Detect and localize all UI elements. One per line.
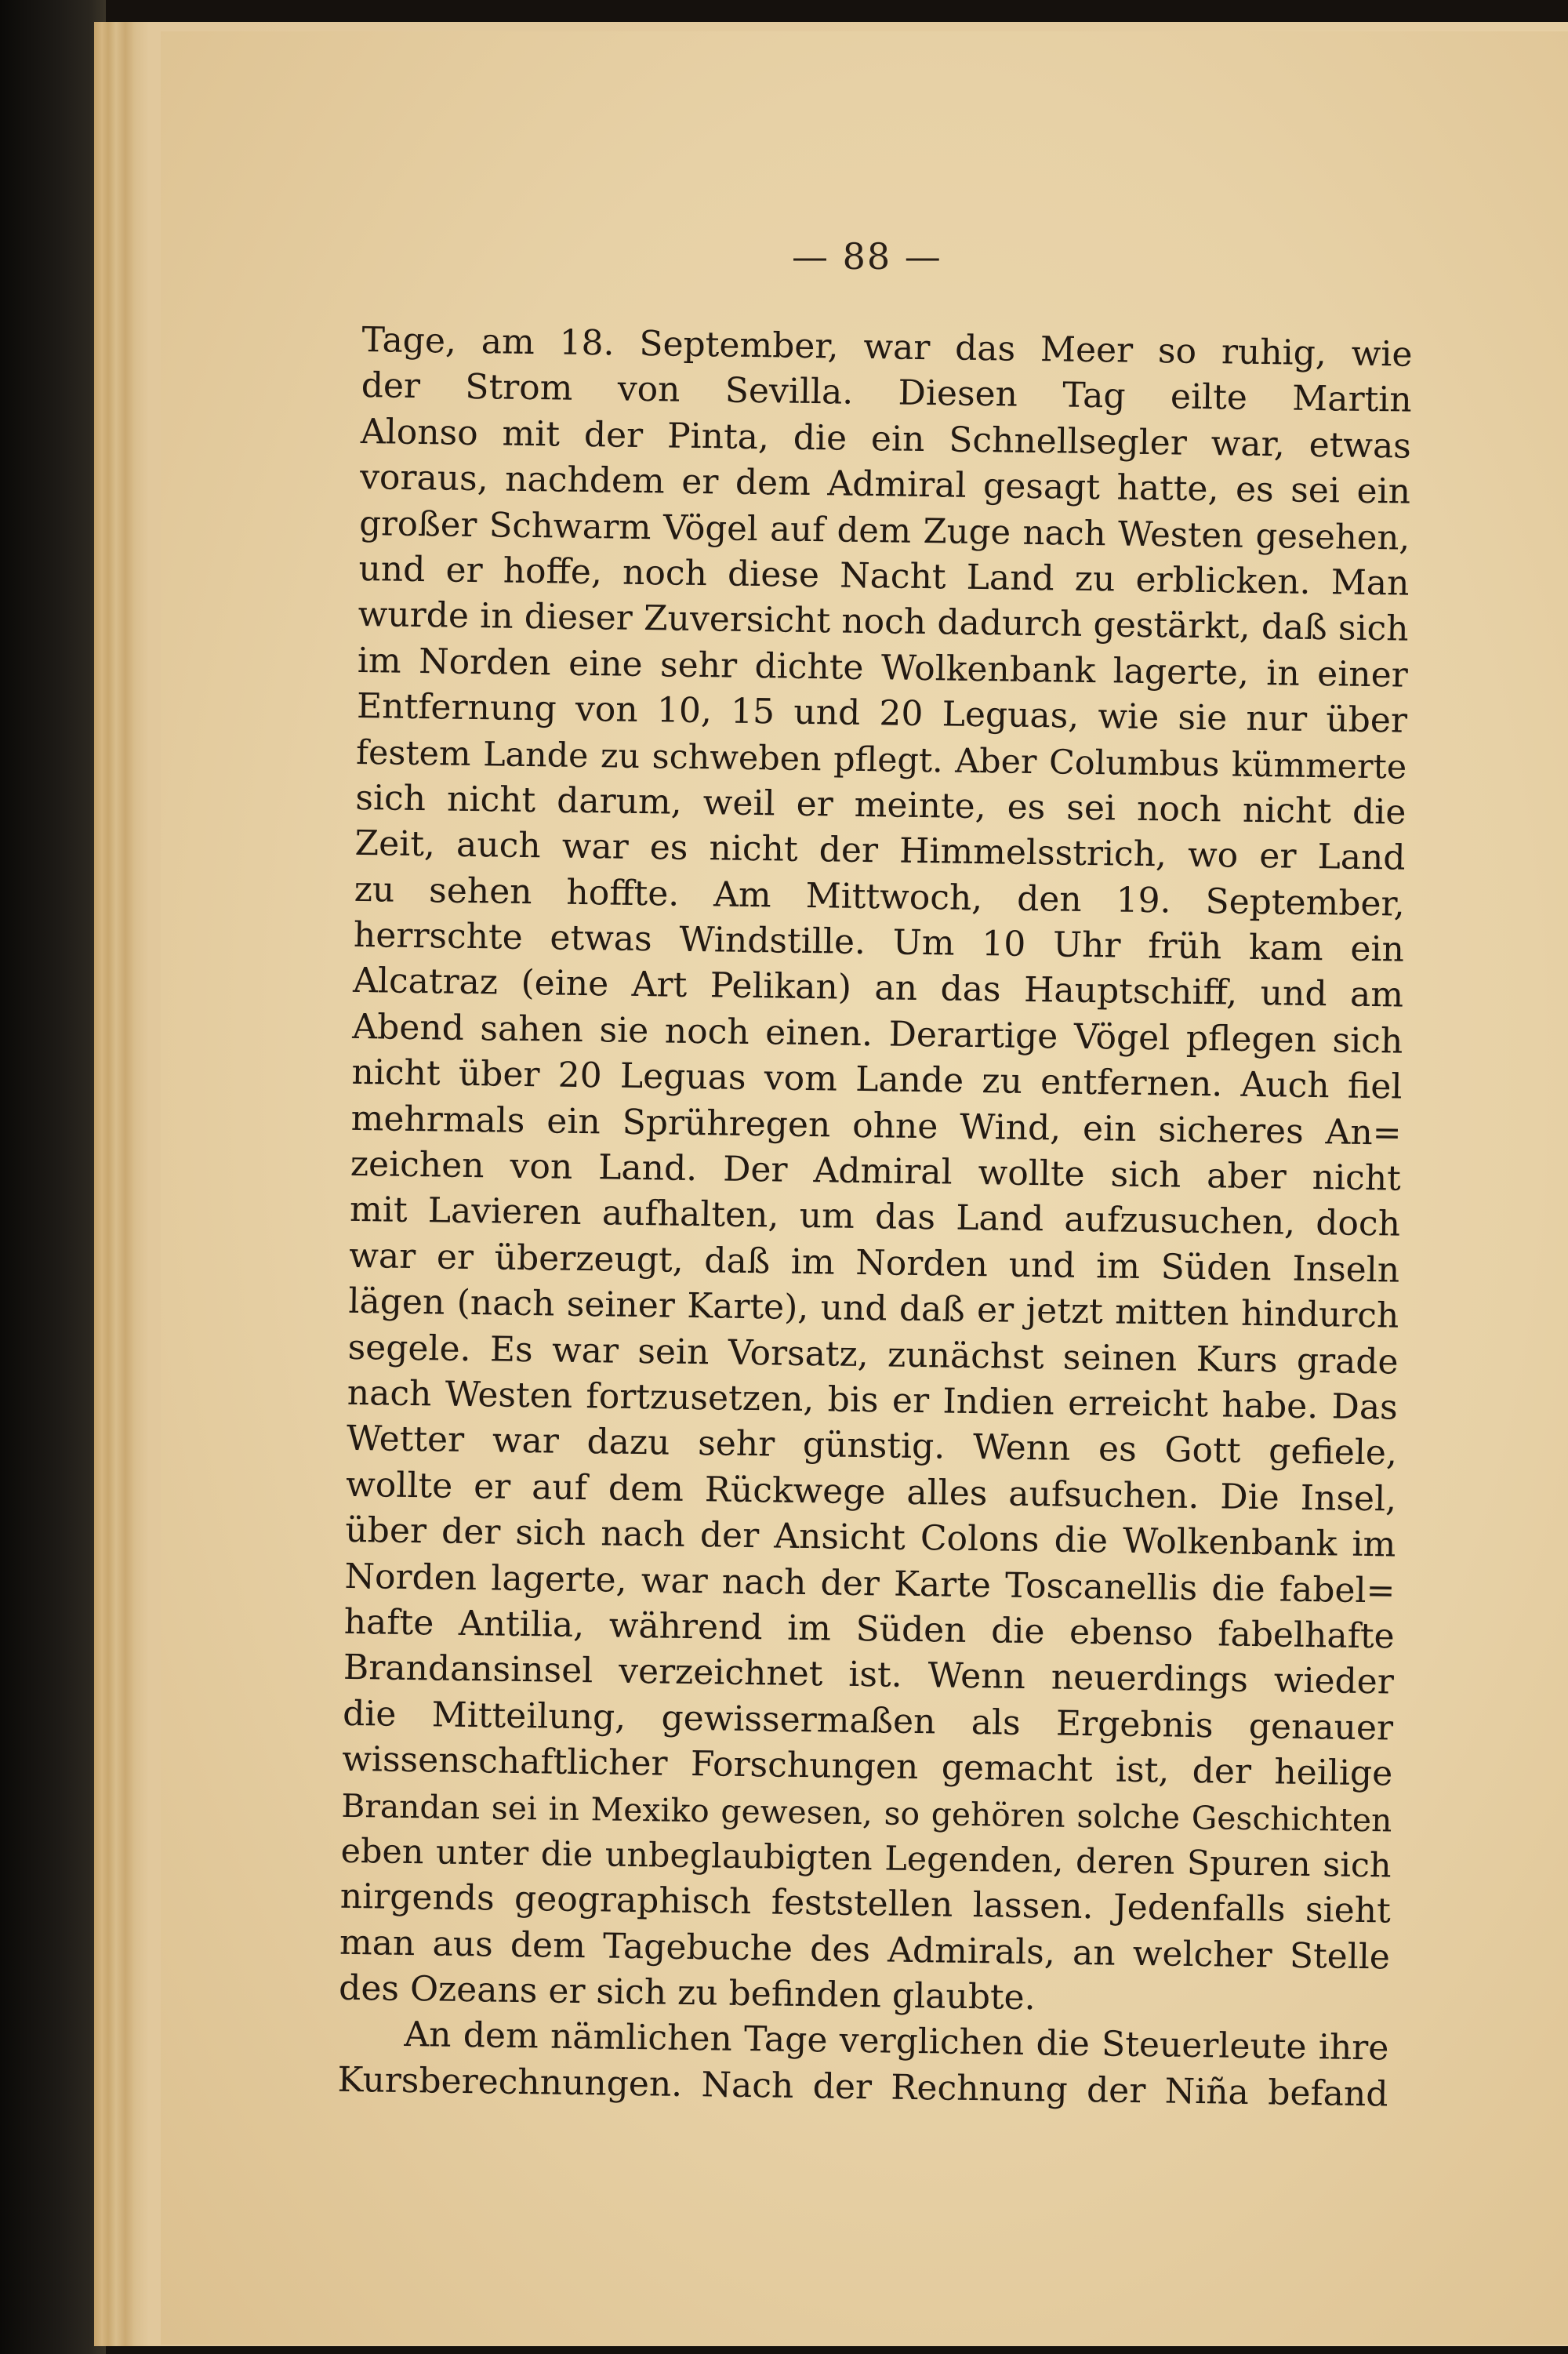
text-line: Zeit, auch war es nicht der Himmelsstrich, wo er Land xyxy=(354,823,1406,878)
text-line: zu sehen hoffte. Am Mittwoch, den 19. September, xyxy=(354,869,1406,925)
text-line: lägen (nach seiner Karte), und daß er jetzt mitten hindurch xyxy=(348,1281,1399,1336)
book-cover-edge xyxy=(0,0,106,2354)
text-line: Abend sahen sie noch einen. Derartige Vögel pflegen sich xyxy=(352,1006,1403,1062)
text-line: herrschte etwas Windstille. Um 10 Uhr früh kam ein xyxy=(353,915,1405,970)
text-line: großer Schwarm Vögel auf dem Zuge nach Westen gesehen, xyxy=(358,503,1410,558)
text-line: nirgends geographisch feststellen lassen. Jedenfalls sieht xyxy=(339,1876,1392,1931)
text-line: nicht über 20 Leguas vom Lande zu entfernen. Auch fiel xyxy=(351,1052,1403,1107)
text-line: Brandansinsel verzeichnet ist. Wenn neuerdings wieder xyxy=(343,1647,1395,1702)
text-line: An dem nämlichen Tage verglichen die Steuerleute ihre xyxy=(404,2014,1389,2069)
text-line: hafte Antilia, während im Süden die ebenso fabelhafte xyxy=(343,1601,1396,1657)
text-line: wissenschaftlicher Forschungen gemacht ist, der heilige xyxy=(341,1738,1393,1794)
text-line: über der sich nach der Ansicht Colons die Wolkenbank im xyxy=(345,1510,1396,1565)
text-line: voraus, nachdem er dem Admiral gesagt hatte, es sei ein xyxy=(359,457,1411,512)
text-line: des Ozeans er sich zu befinden glaubte. xyxy=(338,1967,1036,2018)
text-line: im Norden eine sehr dichte Wolkenbank lagerte, in einer xyxy=(357,640,1409,696)
text-line: nach Westen fortzusetzen, bis er Indien erreicht habe. Das xyxy=(347,1372,1399,1428)
text-line: Brandan sei in Mexiko gewesen, so gehören solche Geschichten xyxy=(341,1786,1392,1840)
text-line: man aus dem Tagebuche des Admirals, an welcher Stelle xyxy=(339,1922,1391,1978)
text-line: wurde in dieser Zuversicht noch dadurch gestärkt, daß sich xyxy=(358,594,1409,650)
text-line: mehrmals ein Sprühregen ohne Wind, ein sicheres An= xyxy=(350,1098,1402,1153)
text-line: segele. Es war sein Vorsatz, zunächst seinen Kurs grade xyxy=(347,1327,1399,1382)
page-text xyxy=(337,318,1413,2118)
text-line: Tage, am 18. September, war das Meer so ruhig, wie xyxy=(361,319,1413,375)
text-line: Wetter war dazu sehr günstig. Wenn es Gott gefiele, xyxy=(346,1419,1398,1473)
text-line: eben unter die unbeglaubigten Legenden, deren Spuren sich xyxy=(340,1831,1392,1886)
text-line: Kursberechnungen. Nach der Rechnung der Niña befand xyxy=(337,2059,1388,2115)
text-line: wollte er auf dem Rückwege alles aufsuchen. Die Insel, xyxy=(345,1464,1397,1520)
text-line: war er überzeugt, daß im Norden und im Süden Inseln xyxy=(348,1235,1400,1291)
text-line: mit Lavieren aufhalten, um das Land aufzusuchen, doch xyxy=(349,1190,1401,1245)
text-line: und er hoffe, noch diese Nacht Land zu erblicken. Man xyxy=(358,548,1410,604)
text-line: Norden lagerte, war nach der Karte Toscanellis die fabel= xyxy=(344,1556,1396,1611)
text-line: der Strom von Sevilla. Diesen Tag eilte Martin xyxy=(361,365,1413,421)
text-line: Entfernung von 10, 15 und 20 Leguas, wie sie nur über xyxy=(356,686,1408,741)
text-line: zeichen von Land. Der Admiral wollte sich aber nicht xyxy=(350,1143,1402,1199)
text-line: festem Lande zu schweben pflegt. Aber Columbus kümmerte xyxy=(355,732,1407,787)
text-line: Alcatraz (eine Art Pelikan) an das Hauptschiff, und am xyxy=(352,961,1404,1016)
text-line: sich nicht darum, weil er meinte, es sei noch nicht die xyxy=(355,777,1406,833)
text-line: die Mitteilung, gewissermaßen als Ergebnis genauer xyxy=(342,1693,1394,1749)
text-line: Alonso mit der Pinta, die ein Schnellsegler war, etwas xyxy=(360,411,1412,467)
page-number: — 88 — xyxy=(792,235,942,278)
